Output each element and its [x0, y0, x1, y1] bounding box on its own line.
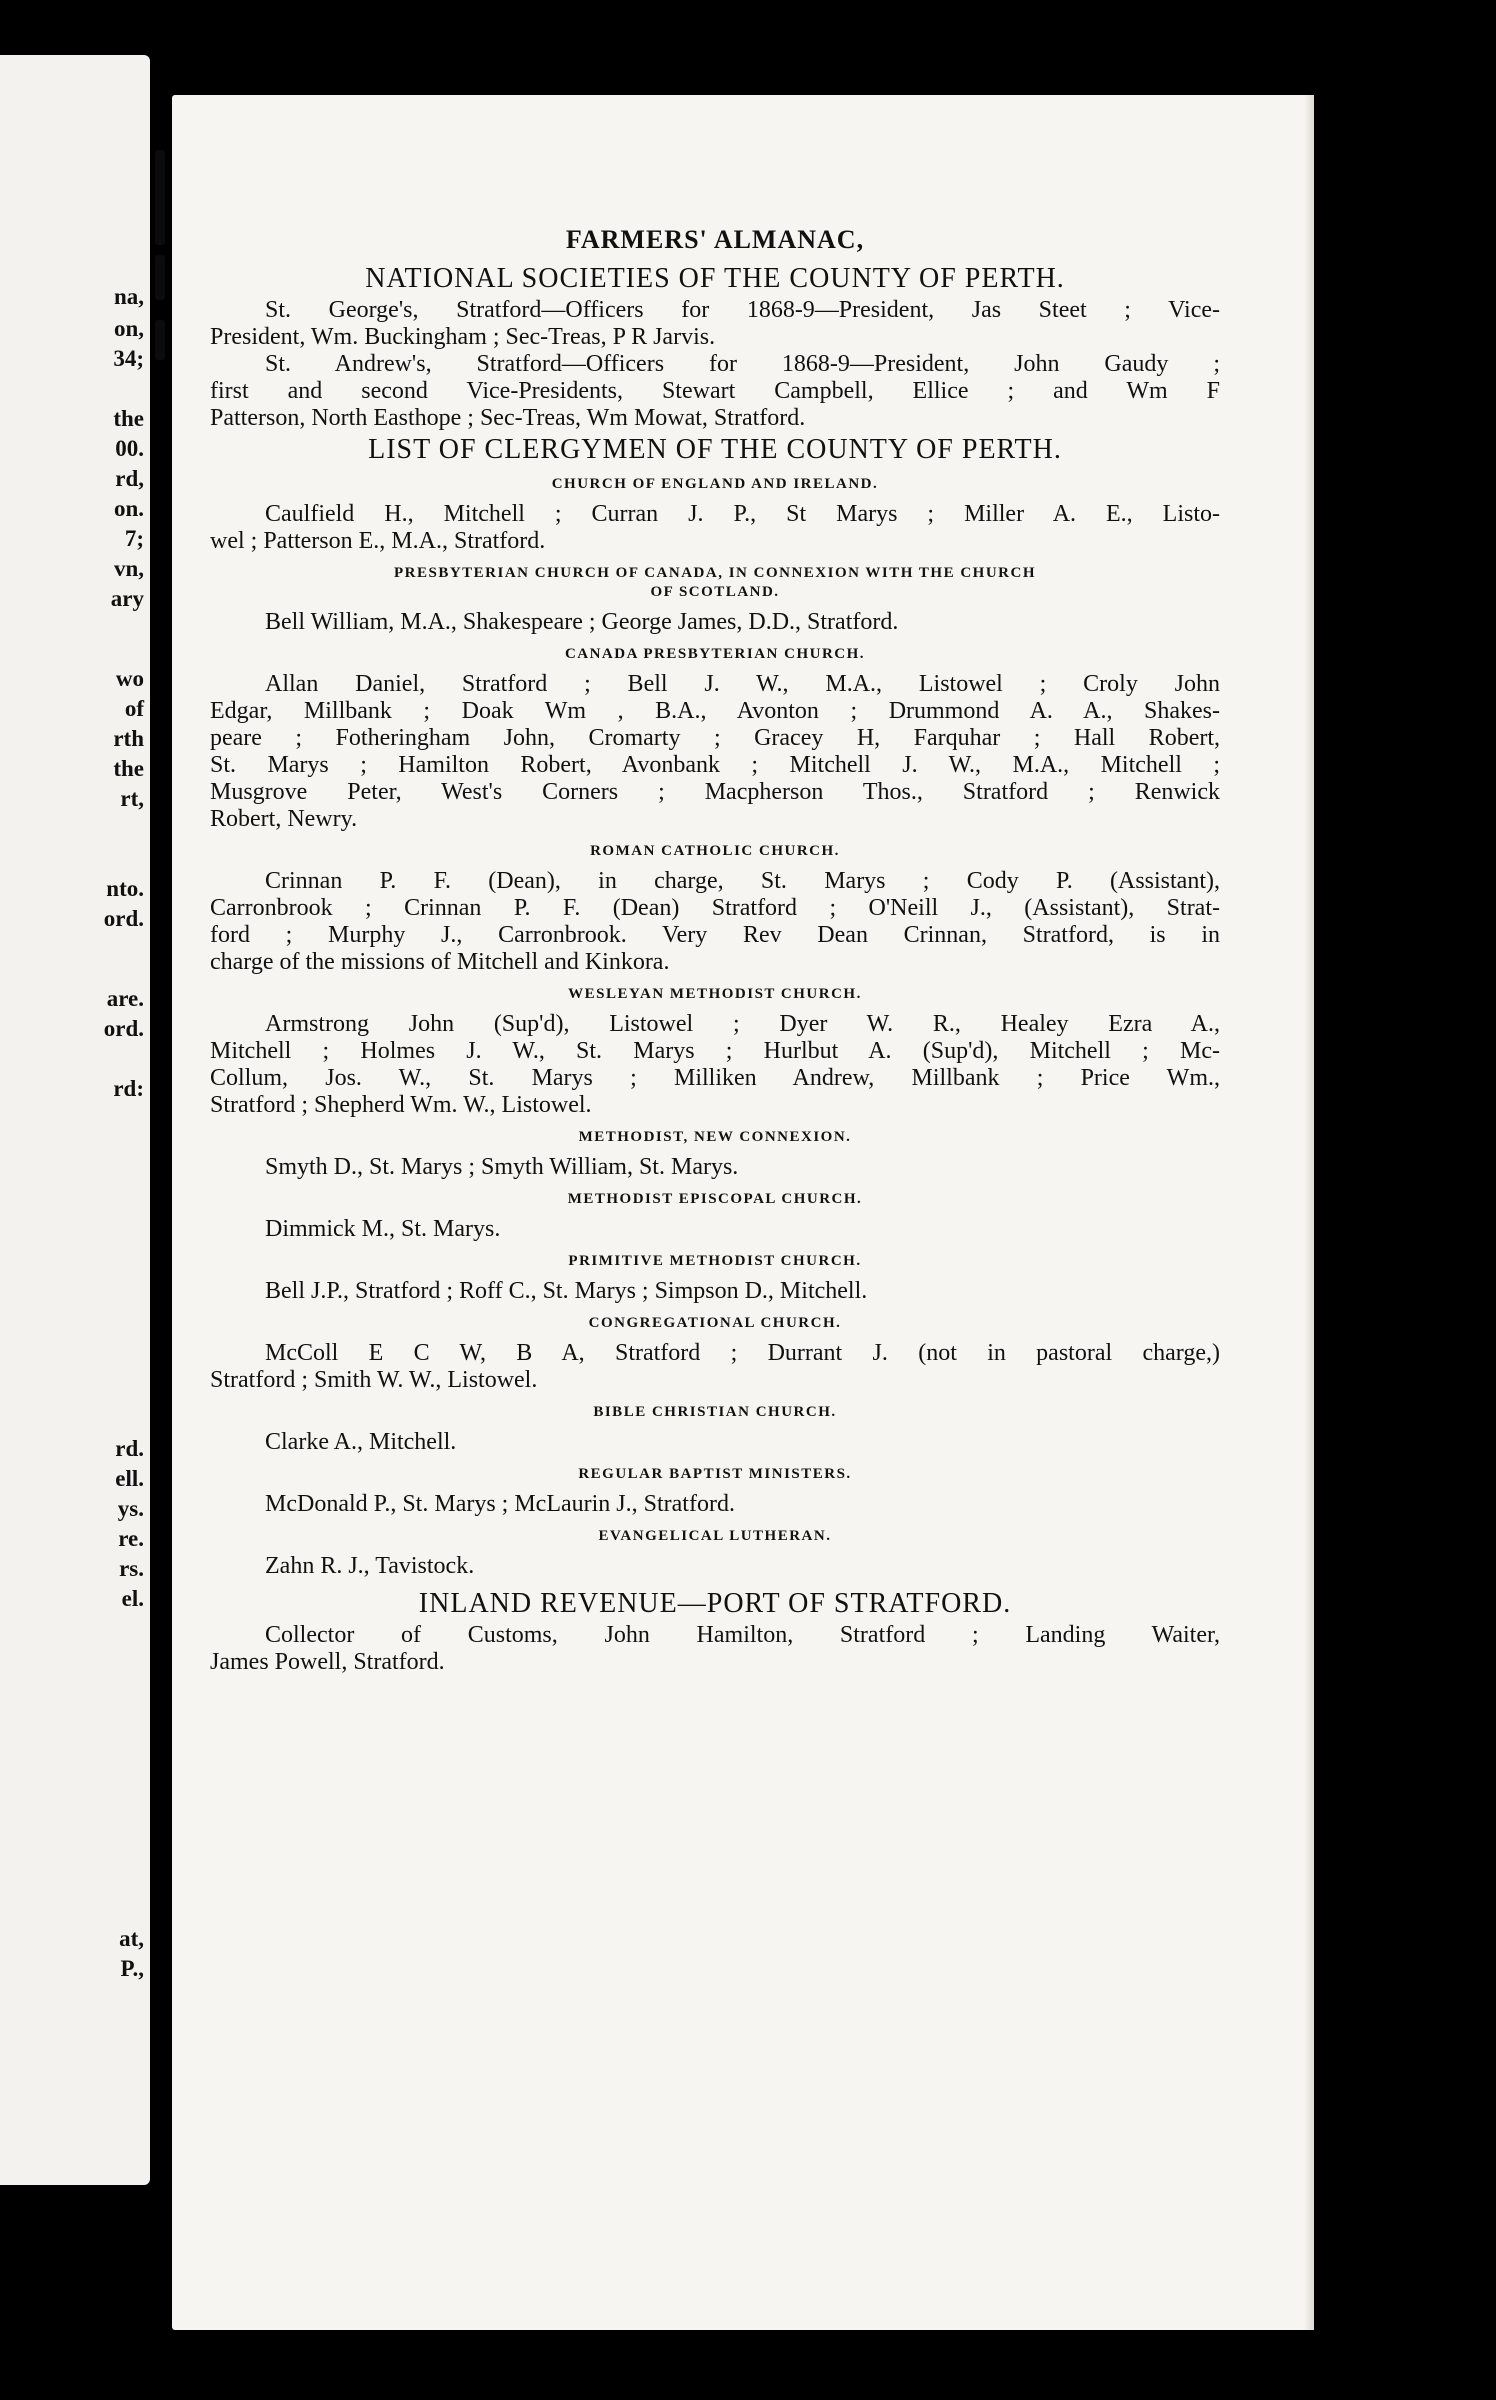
page-content — [210, 225, 1220, 1678]
left-fragment: on, — [113, 316, 144, 341]
left-fragment: rd, — [115, 466, 144, 491]
text-line: Musgrove Peter, West's Corners ; Macpherson Thos., Stratford ; Renwick — [210, 779, 1220, 805]
text-line: wel ; Patterson E., M.A., Stratford. — [210, 528, 546, 554]
church-heading: PRESBYTERIAN CHURCH OF CANADA, IN CONNEXION WITH THE CHURCH — [393, 565, 1037, 581]
church-heading: PRIMITIVE METHODIST CHURCH. — [568, 1253, 862, 1269]
text-line: peare ; Fotheringham John, Cromarty ; Gracey H, Farquhar ; Hall Robert, — [210, 725, 1220, 751]
text-line: Caulfield H., Mitchell ; Curran J. P., St Marys ; Miller A. E., Listo- — [265, 501, 1220, 527]
left-fragment: P., — [120, 1956, 144, 1981]
text-line: James Powell, Stratford. — [210, 1649, 445, 1675]
binding-mark — [155, 150, 165, 245]
church-entries — [210, 609, 1220, 636]
revenue-entries — [210, 1622, 1220, 1676]
church-heading: OF SCOTLAND. — [650, 584, 780, 600]
left-fragment: at, — [119, 1926, 144, 1951]
text-line: Stratford ; Shepherd Wm. W., Listowel. — [210, 1092, 592, 1118]
left-facing-page — [0, 55, 150, 2185]
text-line: Edgar, Millbank ; Doak Wm , B.A., Avonton ; Drummond A. A., Shakes- — [210, 698, 1220, 724]
national-societies-title: NATIONAL SOCIETIES OF THE COUNTY OF PERTH. — [365, 263, 1065, 294]
text-line: McDonald P., St. Marys ; McLaurin J., Stratford. — [265, 1491, 735, 1517]
text-line: Bell William, M.A., Shakespeare ; George James, D.D., Stratford. — [265, 609, 899, 635]
text-line: St. Marys ; Hamilton Robert, Avonbank ; Mitchell J. W., M.A., Mitchell ; — [210, 752, 1220, 778]
left-fragment: el. — [121, 1586, 144, 1611]
text-line: Zahn R. J., Tavistock. — [265, 1553, 475, 1579]
left-fragment: 00. — [115, 436, 144, 461]
left-fragment: ary — [110, 586, 144, 611]
text-line: McColl E C W, B A, Stratford ; Durrant J. (not in pastoral charge,) — [265, 1340, 1220, 1366]
left-fragment: rs. — [119, 1556, 144, 1581]
text-line: first and second Vice-Presidents, Stewart Campbell, Ellice ; and Wm F — [210, 378, 1220, 404]
text-line: Carronbrook ; Crinnan P. F. (Dean) Stratford ; O'Neill J., (Assistant), Strat- — [210, 895, 1220, 921]
church-heading: METHODIST EPISCOPAL CHURCH. — [567, 1191, 863, 1207]
left-fragment: 7; — [124, 526, 144, 551]
church-entries — [210, 1491, 1220, 1518]
church-heading: CHURCH OF ENGLAND AND IRELAND. — [551, 476, 879, 492]
church-entries — [210, 671, 1220, 833]
church-entries — [210, 1553, 1220, 1580]
church-heading: CONGREGATIONAL CHURCH. — [588, 1315, 842, 1331]
left-fragment: 34; — [113, 346, 144, 371]
left-fragment: rd. — [115, 1436, 144, 1461]
text-line: St. George's, Stratford—Officers for 1868-9—President, Jas Steet ; Vice- — [265, 297, 1220, 323]
text-line: President, Wm. Buckingham ; Sec-Treas, P R Jarvis. — [210, 324, 716, 350]
text-line: ford ; Murphy J., Carronbrook. Very Rev Dean Crinnan, Stratford, is in — [210, 922, 1220, 948]
text-line: Collum, Jos. W., St. Marys ; Milliken Andrew, Millbank ; Price Wm., — [210, 1065, 1220, 1091]
church-heading: EVANGELICAL LUTHERAN. — [598, 1528, 832, 1544]
church-entries — [210, 1011, 1220, 1119]
page-edge — [1304, 95, 1314, 2330]
text-line: Bell J.P., Stratford ; Roff C., St. Marys ; Simpson D., Mitchell. — [265, 1278, 868, 1304]
text-line: Crinnan P. F. (Dean), in charge, St. Marys ; Cody P. (Assistant), — [265, 868, 1220, 894]
left-fragment: vn, — [113, 556, 144, 581]
binding-mark — [155, 255, 165, 300]
church-heading: WESLEYAN METHODIST CHURCH. — [568, 986, 862, 1002]
left-fragment: on. — [113, 496, 144, 521]
church-entries — [210, 1216, 1220, 1243]
left-fragment: the — [113, 756, 144, 781]
church-heading: CANADA PRESBYTERIAN CHURCH. — [564, 646, 866, 662]
book-gutter — [150, 55, 172, 2185]
left-fragment: nto. — [106, 876, 144, 901]
almanac-header: FARMERS' ALMANAC, — [565, 225, 865, 254]
left-fragment: the — [113, 406, 144, 431]
left-fragment: ys. — [117, 1496, 144, 1521]
national-societies-text — [210, 297, 1220, 432]
text-line: Patterson, North Easthope ; Sec-Treas, Wm Mowat, Stratford. — [210, 405, 806, 431]
left-fragment: rt, — [120, 786, 144, 811]
text-line: Armstrong John (Sup'd), Listowel ; Dyer W. R., Healey Ezra A., — [265, 1011, 1220, 1037]
text-line: charge of the missions of Mitchell and Kinkora. — [210, 949, 670, 975]
church-entries — [210, 1154, 1220, 1181]
church-heading: BIBLE CHRISTIAN CHURCH. — [593, 1404, 837, 1420]
text-line: Robert, Newry. — [210, 806, 358, 832]
left-fragment: ord. — [103, 906, 144, 931]
church-heading: METHODIST, NEW CONNEXION. — [578, 1129, 852, 1145]
text-line: Dimmick M., St. Marys. — [265, 1216, 501, 1242]
inland-revenue-title: INLAND REVENUE—PORT OF STRATFORD. — [418, 1588, 1012, 1619]
clergymen-title: LIST OF CLERGYMEN OF THE COUNTY OF PERTH. — [368, 434, 1062, 465]
church-entries — [210, 501, 1220, 555]
left-fragment: na, — [113, 284, 144, 309]
left-fragment: ell. — [115, 1466, 144, 1491]
text-line: Clarke A., Mitchell. — [265, 1429, 457, 1455]
left-fragment: of — [124, 696, 144, 721]
text-line: Collector of Customs, John Hamilton, Stratford ; Landing Waiter, — [265, 1622, 1220, 1648]
church-entries — [210, 1278, 1220, 1305]
text-line: Allan Daniel, Stratford ; Bell J. W., M.A., Listowel ; Croly John — [265, 671, 1220, 697]
church-entries — [210, 1340, 1220, 1394]
left-fragment: are. — [106, 986, 144, 1011]
church-heading: ROMAN CATHOLIC CHURCH. — [590, 843, 840, 859]
left-fragment: re. — [118, 1526, 144, 1551]
left-fragment: ord. — [103, 1016, 144, 1041]
text-line: Mitchell ; Holmes J. W., St. Marys ; Hurlbut A. (Sup'd), Mitchell ; Mc- — [210, 1038, 1220, 1064]
left-fragment: rth — [113, 726, 144, 751]
binding-mark — [155, 320, 165, 360]
church-entries — [210, 1429, 1220, 1456]
church-entries — [210, 868, 1220, 976]
text-line: Smyth D., St. Marys ; Smyth William, St. Marys. — [265, 1154, 739, 1180]
left-fragment: wo — [115, 666, 144, 691]
text-line: Stratford ; Smith W. W., Listowel. — [210, 1367, 538, 1393]
text-line: St. Andrew's, Stratford—Officers for 1868-9—President, John Gaudy ; — [265, 351, 1220, 377]
left-fragment: rd: — [113, 1076, 144, 1101]
church-heading: REGULAR BAPTIST MINISTERS. — [578, 1466, 852, 1482]
